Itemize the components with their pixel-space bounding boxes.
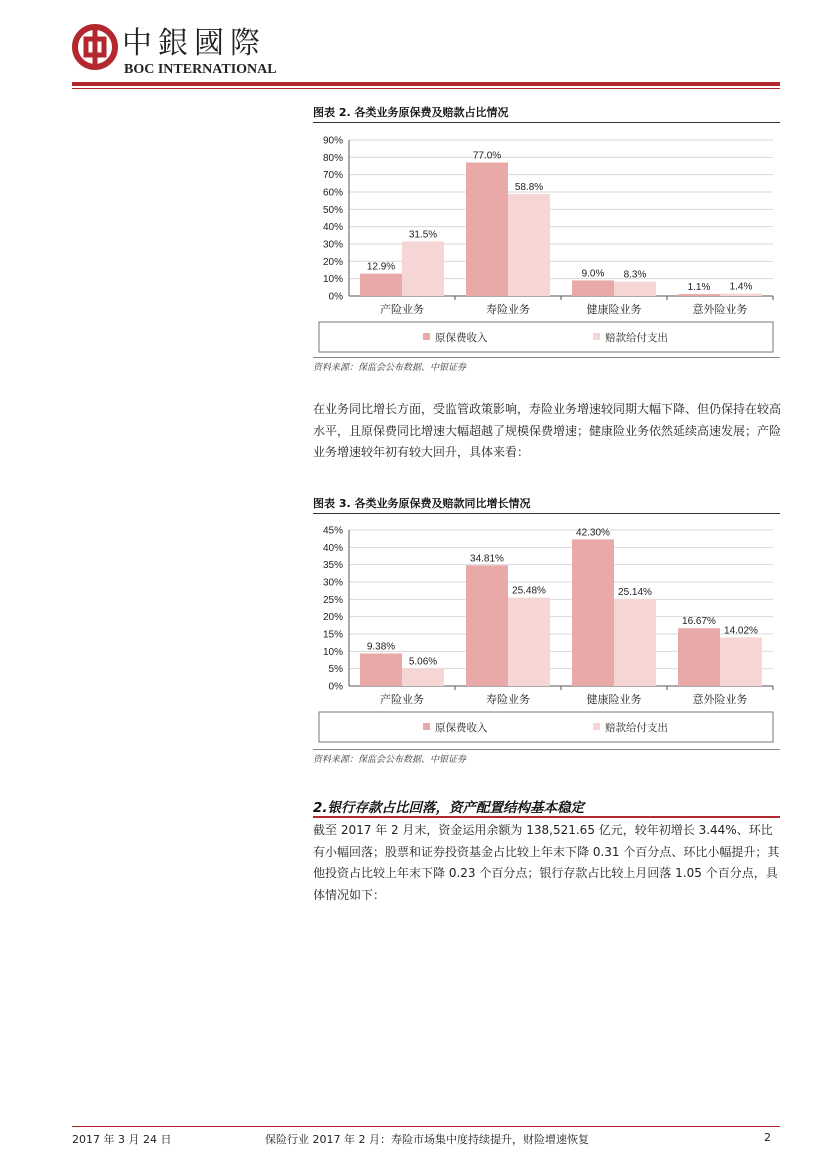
figure3-legend-swatch (593, 723, 600, 730)
figure3-data-label: 42.30% (576, 527, 610, 539)
figure2-category-label: 意外险业务 (692, 303, 748, 316)
figure3-category-label: 寿险业务 (486, 693, 530, 706)
section2-title: 2.银行存款占比回落，资产配置结构基本稳定 (313, 800, 585, 816)
figure2-data-label: 9.0% (581, 268, 605, 280)
figure3-ytick-label: 40% (322, 542, 343, 554)
figure2-bar (572, 280, 614, 296)
figure2-bar (720, 294, 762, 296)
figure3-bar (402, 668, 444, 686)
figure3-legend-label: 原保费收入 (435, 722, 488, 734)
footer-date: 2017 年 3 月 24 日 (72, 1133, 172, 1146)
figure2-chart (313, 130, 780, 356)
logo-chinese-name: 中銀國際 (122, 26, 266, 61)
figure2-ytick-label: 40% (322, 222, 343, 234)
figure2-category-label: 健康险业务 (586, 303, 642, 316)
figure2-data-label: 1.1% (687, 282, 711, 294)
figure2-data-label: 31.5% (408, 229, 438, 241)
figure3-bar (678, 628, 720, 686)
header-divider-thin (72, 88, 780, 89)
figure3-bar (720, 637, 762, 686)
figure3-data-label: 25.14% (618, 586, 652, 598)
page-number: 2 (764, 1131, 771, 1144)
figure2-ytick-label: 10% (322, 274, 343, 286)
header-divider (72, 82, 780, 86)
figure3-legend-box (319, 712, 773, 742)
figure3-top-rule (313, 513, 780, 514)
figure2-ytick-label: 90% (322, 135, 343, 147)
figure2-ytick-label: 50% (322, 204, 343, 216)
figure2-bar (614, 282, 656, 296)
figure3-legend-label: 赔款给付支出 (605, 722, 668, 734)
figure3-bottom-rule (313, 749, 780, 750)
figure3-data-label: 25.48% (512, 585, 546, 597)
figure2-legend-swatch (423, 333, 430, 340)
figure3-bar (466, 565, 508, 686)
figure2-legend-swatch (593, 333, 600, 340)
figure3-bar (614, 599, 656, 686)
figure2-data-label: 12.9% (366, 261, 396, 273)
logo-english-name: BOC INTERNATIONAL (124, 62, 277, 77)
figure3-data-label: 5.06% (408, 656, 438, 668)
figure3-ytick-label: 5% (328, 664, 343, 676)
figure3-ytick-label: 35% (322, 560, 343, 572)
figure3-ytick-label: 15% (322, 629, 343, 641)
figure3-data-label: 14.02% (724, 625, 758, 637)
company-logo (72, 20, 312, 82)
section2-rule (313, 816, 780, 818)
figure2-bar (508, 194, 550, 296)
figure2-ytick-label: 20% (322, 256, 343, 268)
figure3-title: 图表 3. 各类业务原保费及赔款同比增长情况 (313, 497, 531, 510)
figure2-ytick-label: 0% (328, 291, 343, 303)
figure2-bar (678, 294, 720, 296)
figure2-category-label: 产险业务 (380, 303, 424, 316)
figure3-ytick-label: 45% (322, 525, 343, 537)
figure2-category-label: 寿险业务 (486, 303, 530, 316)
figure3-bar (508, 598, 550, 686)
footer-divider (72, 1126, 780, 1127)
footer-report-title: 保险行业 2017 年 2 月：寿险市场集中度持续提升，财险增速恢复 (265, 1133, 589, 1146)
figure3-bar (360, 653, 402, 686)
figure3-data-label: 16.67% (682, 616, 716, 628)
figure2-source: 资料来源：保监会公布数据、中银证券 (313, 363, 467, 373)
figure2-data-label: 1.4% (729, 281, 753, 293)
figure2-data-label: 58.8% (514, 182, 544, 194)
figure3-ytick-label: 0% (328, 681, 343, 693)
figure3-legend-swatch (423, 723, 430, 730)
figure3-category-label: 产险业务 (380, 693, 424, 706)
figure2-ytick-label: 30% (322, 239, 343, 251)
figure2-ytick-label: 70% (322, 170, 343, 182)
figure2-data-label: 77.0% (472, 150, 502, 162)
figure3-data-label: 9.38% (366, 641, 396, 653)
figure3-ytick-label: 10% (322, 646, 343, 658)
figure2-top-rule (313, 122, 780, 123)
figure3-ytick-label: 30% (322, 577, 343, 589)
figure2-bar (360, 274, 402, 296)
figure2-legend-box (319, 322, 773, 352)
figure2-title: 图表 2. 各类业务原保费及赔款占比情况 (313, 106, 509, 119)
figure3-data-label: 34.81% (470, 553, 504, 565)
figure3-ytick-label: 25% (322, 594, 343, 606)
boc-logo-icon (72, 24, 118, 70)
figure3-ytick-label: 20% (322, 612, 343, 624)
figure3-category-label: 健康险业务 (586, 693, 642, 706)
figure2-ytick-label: 60% (322, 187, 343, 199)
figure2-legend-label: 原保费收入 (435, 332, 488, 344)
figure2-ytick-label: 80% (322, 152, 343, 164)
body-paragraph-1: 在业务同比增长方面，受监管政策影响，寿险业务增速较同期大幅下降、但仍保持在较高水平，且原保费同比增速大幅超越了规模保费增速；健康险业务依然延续高速发展；产险业务增速较年初有较大回升，具体来看： (313, 402, 782, 459)
figure3-chart (313, 520, 780, 748)
figure3-bar (572, 539, 614, 686)
section2-paragraph: 截至 2017 年 2 月末，资金运用余额为 138,521.65 亿元，较年初增长 3.44%、环比有小幅回落；股票和证券投资基金占比较上年末下降 0.31 个百分点、环比小幅提升；其他投资占比较上年末下降 0.23 个百分点；银行存款占比较上月回落 1.05 个百分点，具体情况如下： (313, 823, 780, 902)
figure2-chart-svg (313, 130, 780, 356)
figure2-bottom-rule (313, 357, 780, 358)
figure3-category-label: 意外险业务 (692, 693, 748, 706)
figure3-chart-svg (313, 520, 780, 748)
figure3-source: 资料来源：保监会公布数据、中银证券 (313, 755, 467, 765)
figure2-bar (402, 241, 444, 296)
figure2-bar (466, 163, 508, 296)
figure2-legend-label: 赔款给付支出 (605, 332, 668, 344)
figure2-data-label: 8.3% (623, 269, 647, 281)
